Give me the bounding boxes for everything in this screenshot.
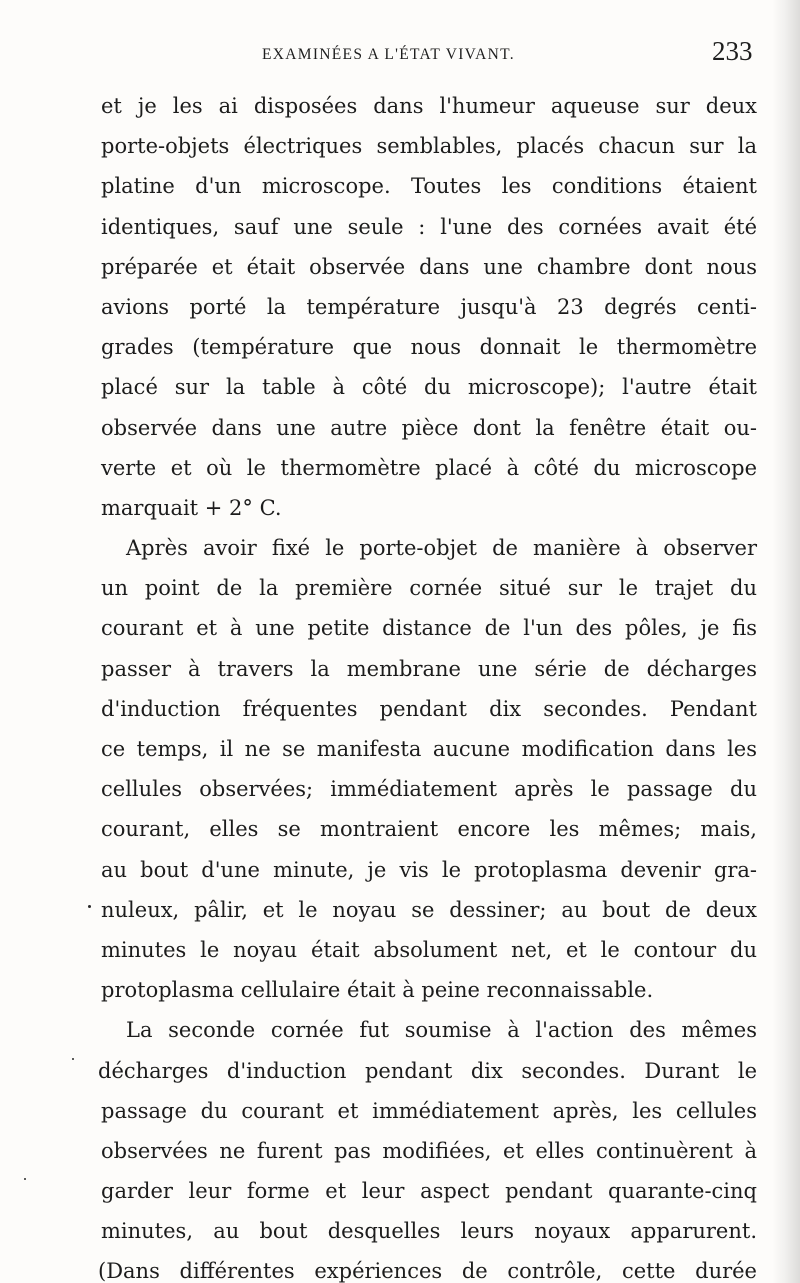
text-line: placé sur la table à côté du microscope); l'autre était xyxy=(101,375,757,400)
text-line: minutes, au bout desquelles leurs noyaux apparurent. xyxy=(101,1219,757,1244)
text-line: avions porté la température jusqu'à 23 degrés centi- xyxy=(101,294,757,319)
page-number: 233 xyxy=(712,36,753,66)
text-line: ce temps, il ne se manifesta aucune modification dans les xyxy=(101,737,757,761)
paragraph-first-line: Après avoir fixé le porte-objet de manière à observer xyxy=(126,536,757,561)
running-title: EXAMINÉES A L'ÉTAT VIVANT. xyxy=(262,46,515,63)
ink-speck xyxy=(88,905,91,908)
text-line: courant et à une petite distance de l'un des pôles, je fis xyxy=(101,616,757,641)
text-line: (Dans différentes expériences de contrôle, cette durée xyxy=(98,1259,757,1283)
ink-speck xyxy=(24,1178,26,1180)
text-line: décharges d'induction pendant dix secondes. Durant le xyxy=(98,1058,757,1083)
text-line: au bout d'une minute, je vis le protoplasma devenir gra- xyxy=(101,857,757,882)
text-line: et je les ai disposées dans l'humeur aqueuse sur deux xyxy=(101,94,757,118)
text-line: courant, elles se montraient encore les mêmes; mais, xyxy=(101,817,757,842)
text-line: d'induction fréquentes pendant dix secondes. Pendant xyxy=(101,696,757,721)
paragraph-end-line: protoplasma cellulaire était à peine reconnaissable. xyxy=(101,978,654,1003)
page-edge-shadow xyxy=(772,0,800,1283)
running-header xyxy=(0,36,800,76)
body-text xyxy=(98,86,757,1283)
text-line: platine d'un microscope. Toutes les conditions étaient xyxy=(101,174,757,199)
text-line: verte et où le thermomètre placé à côté du microscope xyxy=(101,455,757,480)
text-line: grades (température que nous donnait le thermomètre xyxy=(101,335,757,360)
text-line: passer à travers la membrane une série de décharges xyxy=(101,656,757,681)
paragraph-end-line: marquait + 2° C. xyxy=(101,495,282,520)
text-line: minutes le noyau était absolument net, et le contour du xyxy=(101,937,757,962)
paragraph-first-line: La seconde cornée fut soumise à l'action des mêmes xyxy=(126,1018,757,1043)
text-line: passage du courant et immédiatement après, les cellules xyxy=(101,1098,757,1123)
text-line: préparée et était observée dans une chambre dont nous xyxy=(101,254,757,279)
text-line: garder leur forme et leur aspect pendant quarante-cinq xyxy=(101,1179,757,1204)
ink-speck xyxy=(72,1058,74,1060)
text-line: nuleux, pâlir, et le noyau se dessiner; au bout de deux xyxy=(101,897,757,922)
text-line: identiques, sauf une seule : l'une des cornées avait été xyxy=(101,214,757,239)
text-line: cellules observées; immédiatement après le passage du xyxy=(101,777,757,802)
text-line: observées ne furent pas modifiées, et elles continuèrent à xyxy=(101,1138,757,1163)
text-line: un point de la première cornée situé sur le trajet du xyxy=(101,576,757,601)
text-line: porte-objets électriques semblables, placés chacun sur la xyxy=(101,134,757,159)
text-line: observée dans une autre pièce dont la fenêtre était ou- xyxy=(101,415,757,440)
